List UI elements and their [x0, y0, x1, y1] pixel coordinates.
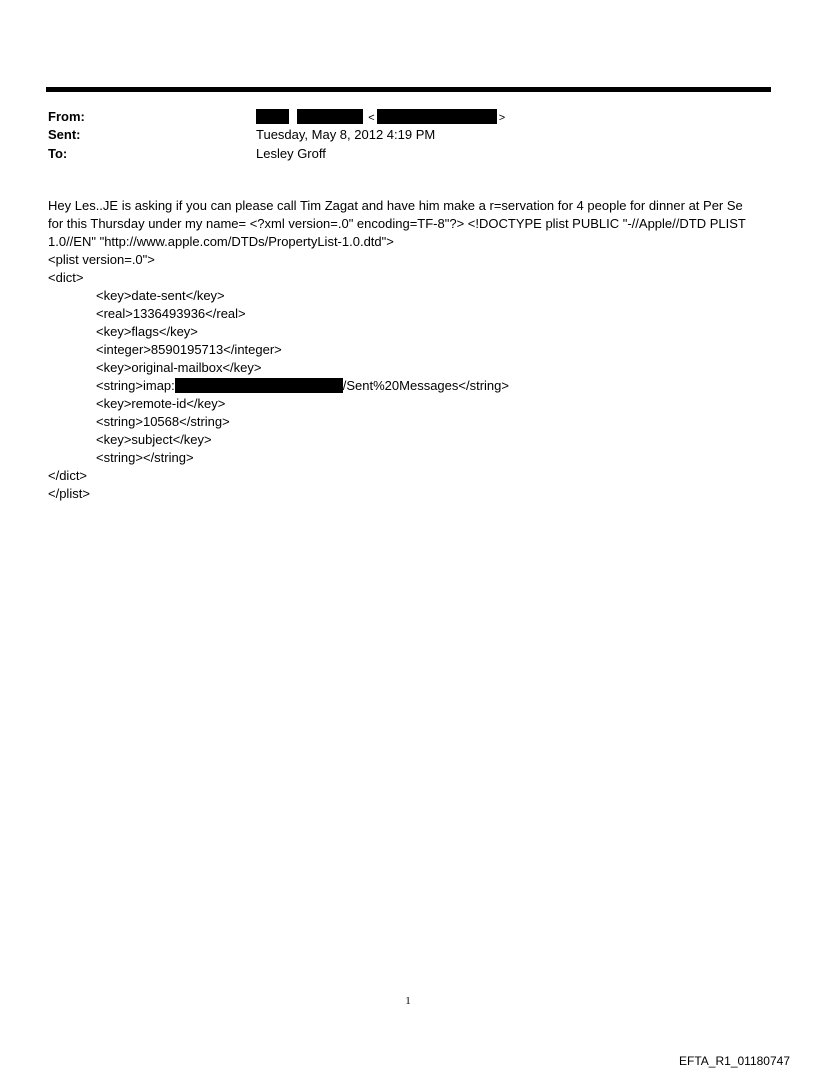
body-line: <integer>8590195713</integer> — [96, 342, 282, 357]
from-label: From: — [48, 109, 85, 124]
body-line: for this Thursday under my name= <?xml version=.0" encoding=TF-8"?> <!DOCTYPE plist PUBLIC "-//Apple//DTD PLIST — [48, 216, 746, 231]
body-line — [48, 377, 763, 395]
body-line: <string>10568</string> — [96, 414, 230, 429]
redaction-block — [297, 109, 363, 124]
sent-row — [48, 125, 768, 144]
body-line: <key>subject</key> — [96, 432, 212, 447]
page-number: 1 — [405, 995, 411, 1007]
body-line: </plist> — [48, 486, 90, 501]
from-row — [48, 107, 768, 126]
body-line: </dict> — [48, 468, 88, 483]
sent-label: Sent: — [48, 127, 81, 142]
sent-value: Tuesday, May 8, 2012 4:19 PM — [256, 127, 436, 142]
body-line: <string></string> — [96, 450, 194, 465]
body-line: <key>flags</key> — [96, 324, 198, 339]
redaction-block — [377, 109, 497, 124]
email-open-bracket: < — [368, 112, 375, 124]
imap-suffix: /Sent%20Messages</string> — [342, 378, 509, 393]
body-line: <real>1336493936</real> — [96, 306, 246, 321]
body-line: <key>remote-id</key> — [96, 396, 226, 411]
email-body — [48, 197, 763, 503]
to-row — [48, 144, 768, 163]
body-line: <dict> — [48, 270, 84, 285]
bates-number: EFTA_R1_01180747 — [679, 1054, 790, 1068]
email-close-bracket: > — [498, 112, 506, 124]
redaction-block — [175, 378, 343, 393]
to-label: To: — [48, 146, 68, 161]
body-line: Hey Les..JE is asking if you can please call Tim Zagat and have him make a r=servation for 4 people for dinner at Per Se — [48, 198, 743, 213]
to-value: Lesley Groff — [256, 146, 326, 161]
imap-prefix: <string>imap: — [96, 378, 175, 393]
body-line: <key>original-mailbox</key> — [96, 360, 262, 375]
header-rule — [46, 87, 771, 92]
body-line: <key>date-sent</key> — [96, 288, 225, 303]
body-line: <plist version=.0"> — [48, 252, 155, 267]
redaction-block — [256, 109, 289, 124]
body-line: 1.0//EN" "http://www.apple.com/DTDs/PropertyList-1.0.dtd"> — [48, 234, 394, 249]
